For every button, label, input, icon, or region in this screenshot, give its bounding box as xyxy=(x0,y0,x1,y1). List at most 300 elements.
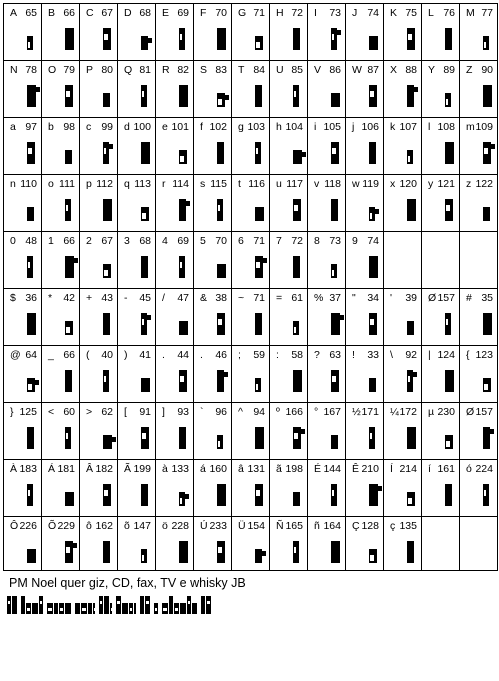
glyph-image xyxy=(322,309,346,339)
glyph-image xyxy=(18,423,42,453)
glyph-cell xyxy=(459,459,498,517)
glyph-image xyxy=(56,480,80,510)
glyph-cell xyxy=(421,3,460,61)
glyph-image xyxy=(56,252,80,282)
glyph-label xyxy=(159,462,190,475)
glyph-label xyxy=(235,348,266,361)
glyph-cell xyxy=(117,174,156,232)
glyph-code: 123 xyxy=(475,349,493,361)
glyph-label xyxy=(83,348,114,361)
glyph-image xyxy=(94,24,118,54)
glyph-cell xyxy=(41,459,80,517)
glyph-image xyxy=(208,537,232,567)
glyph-code: 77 xyxy=(481,7,493,19)
glyph-cell xyxy=(155,345,194,403)
glyph-code: 68 xyxy=(139,235,151,247)
glyph-character: . xyxy=(200,349,203,361)
glyph-image xyxy=(436,195,460,225)
glyph-code: 89 xyxy=(443,64,455,76)
glyph-character: l xyxy=(428,121,431,133)
glyph-code: 114 xyxy=(172,178,189,190)
glyph-code: 109 xyxy=(475,121,493,133)
glyph-image xyxy=(474,423,498,453)
glyph-image xyxy=(322,195,346,225)
glyph-label xyxy=(425,63,456,76)
glyph-code: 111 xyxy=(59,178,75,190)
glyph-label xyxy=(121,462,152,475)
glyph-label xyxy=(273,63,304,76)
glyph-character: ; xyxy=(238,349,241,361)
glyph-cell xyxy=(345,117,384,175)
glyph-character: b xyxy=(48,121,54,133)
glyph-label xyxy=(387,348,418,361)
glyph-image xyxy=(360,480,384,510)
glyph-character: ¼ xyxy=(390,406,399,418)
glyph-character: É xyxy=(314,463,322,475)
glyph-label xyxy=(463,348,494,361)
glyph-image xyxy=(360,81,384,111)
glyph-cell xyxy=(345,459,384,517)
glyph-image xyxy=(132,252,156,282)
glyph-code: 121 xyxy=(437,178,455,190)
glyph-label xyxy=(235,519,266,532)
glyph-image xyxy=(18,195,42,225)
glyph-image xyxy=(94,366,118,396)
glyph-label xyxy=(45,120,76,133)
glyph-cell xyxy=(117,402,156,460)
glyph-code: 62 xyxy=(101,406,113,418)
glyph-code: 166 xyxy=(285,406,303,418)
glyph-code: 81 xyxy=(139,64,151,76)
glyph-character: 1 xyxy=(48,235,54,247)
glyph-cell xyxy=(79,345,118,403)
glyph-cell xyxy=(41,3,80,61)
empty-cell xyxy=(459,231,498,289)
glyph-code: 198 xyxy=(285,463,303,475)
glyph-label xyxy=(311,120,342,133)
glyph-cell xyxy=(421,117,460,175)
glyph-code: 131 xyxy=(247,463,265,475)
glyph-code: 72 xyxy=(291,7,303,19)
glyph-cell xyxy=(269,345,308,403)
glyph-code: 36 xyxy=(25,292,37,304)
glyph-image xyxy=(94,537,118,567)
glyph-image xyxy=(94,138,118,168)
sample-glyph-rendering xyxy=(7,594,267,620)
glyph-label xyxy=(463,291,494,304)
glyph-image xyxy=(246,252,270,282)
glyph-cell xyxy=(269,174,308,232)
glyph-label xyxy=(235,63,266,76)
glyph-cell xyxy=(193,288,232,346)
glyph-cell xyxy=(155,459,194,517)
glyph-cell xyxy=(193,60,232,118)
glyph-label xyxy=(7,177,38,190)
glyph-label xyxy=(83,291,114,304)
glyph-cell xyxy=(307,3,346,61)
glyph-code: 115 xyxy=(210,178,227,190)
glyph-code: 104 xyxy=(285,121,303,133)
glyph-character: Z xyxy=(466,64,473,76)
glyph-cell xyxy=(231,117,270,175)
glyph-code: 92 xyxy=(405,349,417,361)
glyph-image xyxy=(398,81,422,111)
glyph-cell xyxy=(269,402,308,460)
glyph-image xyxy=(322,138,346,168)
glyph-character: k xyxy=(390,121,396,133)
glyph-character: C xyxy=(86,7,94,19)
glyph-code: 85 xyxy=(291,64,303,76)
glyph-image xyxy=(18,138,42,168)
glyph-cell xyxy=(231,459,270,517)
glyph-cell xyxy=(117,60,156,118)
glyph-image xyxy=(284,138,308,168)
glyph-cell xyxy=(345,174,384,232)
glyph-character: - xyxy=(124,292,128,304)
glyph-character: < xyxy=(48,406,55,418)
glyph-label xyxy=(425,6,456,19)
glyph-image xyxy=(170,366,194,396)
glyph-cell xyxy=(155,117,194,175)
glyph-character: S xyxy=(200,64,208,76)
glyph-label xyxy=(121,348,152,361)
glyph-code: 82 xyxy=(177,64,189,76)
glyph-code: 70 xyxy=(215,7,227,19)
glyph-character: ° xyxy=(314,406,319,418)
glyph-image xyxy=(132,24,156,54)
glyph-label xyxy=(197,120,228,133)
glyph-code: 97 xyxy=(25,121,37,133)
glyph-character: P xyxy=(86,64,94,76)
glyph-label xyxy=(235,291,266,304)
glyph-image xyxy=(436,24,460,54)
glyph-label xyxy=(273,462,304,475)
glyph-image xyxy=(246,309,270,339)
glyph-cell xyxy=(117,459,156,517)
glyph-cell xyxy=(383,288,422,346)
glyph-image xyxy=(18,480,42,510)
glyph-cell xyxy=(383,516,422,571)
glyph-cell xyxy=(383,60,422,118)
glyph-character: N xyxy=(10,64,18,76)
glyph-code: 45 xyxy=(139,292,151,304)
glyph-image xyxy=(284,366,308,396)
glyph-cell xyxy=(41,231,80,289)
glyph-character: ] xyxy=(162,406,165,418)
glyph-label xyxy=(425,291,456,304)
glyph-label xyxy=(311,462,342,475)
glyph-character: Q xyxy=(124,64,133,76)
glyph-character: í xyxy=(428,463,431,475)
glyph-image xyxy=(246,537,270,567)
glyph-cell xyxy=(269,60,308,118)
glyph-character: Ø xyxy=(428,292,437,304)
glyph-character: f xyxy=(200,121,203,133)
glyph-image xyxy=(360,537,384,567)
glyph-character: 2 xyxy=(86,235,92,247)
glyph-character: $ xyxy=(10,292,16,304)
glyph-code: 48 xyxy=(25,235,37,247)
glyph-character: x xyxy=(390,178,396,190)
glyph-character: o xyxy=(48,178,54,190)
glyph-character: [ xyxy=(124,406,127,418)
glyph-character: j xyxy=(352,121,355,133)
glyph-cell xyxy=(117,516,156,571)
glyph-cell xyxy=(193,3,232,61)
glyph-code: 118 xyxy=(324,178,341,190)
glyph-code: 105 xyxy=(323,121,341,133)
glyph-cell xyxy=(269,117,308,175)
glyph-cell xyxy=(345,516,384,571)
glyph-cell xyxy=(307,60,346,118)
glyph-label xyxy=(349,291,380,304)
glyph-character: q xyxy=(124,178,130,190)
glyph-code: 165 xyxy=(285,520,303,532)
glyph-cell xyxy=(41,288,80,346)
glyph-cell xyxy=(3,231,42,289)
glyph-code: 91 xyxy=(139,406,151,418)
glyph-image xyxy=(170,423,194,453)
glyph-code: 101 xyxy=(171,121,189,133)
glyph-code: 133 xyxy=(171,463,189,475)
glyph-character: Õ xyxy=(48,520,57,532)
glyph-code: 116 xyxy=(248,178,265,190)
glyph-label xyxy=(235,462,266,475)
glyph-cell xyxy=(421,345,460,403)
glyph-label xyxy=(425,120,456,133)
glyph-cell xyxy=(155,3,194,61)
glyph-label xyxy=(197,519,228,532)
glyph-label xyxy=(387,6,418,19)
glyph-code: 63 xyxy=(329,349,341,361)
glyph-cell xyxy=(231,231,270,289)
glyph-cell xyxy=(345,288,384,346)
glyph-cell xyxy=(41,402,80,460)
glyph-character: ) xyxy=(124,349,128,361)
glyph-cell xyxy=(383,174,422,232)
glyph-character: m xyxy=(466,121,475,133)
glyph-label xyxy=(83,519,114,532)
glyph-image xyxy=(360,252,384,282)
glyph-label xyxy=(387,462,418,475)
glyph-image xyxy=(398,24,422,54)
glyph-image xyxy=(322,480,346,510)
glyph-label xyxy=(159,6,190,19)
glyph-cell xyxy=(3,288,42,346)
glyph-code: 122 xyxy=(475,178,493,190)
glyph-label xyxy=(387,519,418,532)
glyph-label xyxy=(7,120,38,133)
glyph-code: 68 xyxy=(139,7,151,19)
glyph-image xyxy=(208,309,232,339)
glyph-character: Y xyxy=(428,64,436,76)
glyph-code: 210 xyxy=(361,463,379,475)
empty-cell xyxy=(459,516,498,571)
glyph-code: 66 xyxy=(63,235,75,247)
glyph-character: e xyxy=(162,121,168,133)
glyph-character: g xyxy=(238,121,244,133)
glyph-image xyxy=(18,252,42,282)
glyph-image xyxy=(132,480,156,510)
glyph-code: 70 xyxy=(215,235,227,247)
glyph-character: J xyxy=(352,7,358,19)
glyph-image xyxy=(474,24,498,54)
glyph-cell xyxy=(421,60,460,118)
glyph-image xyxy=(322,81,346,111)
glyph-grid xyxy=(3,3,497,570)
glyph-code: 67 xyxy=(101,7,113,19)
glyph-image xyxy=(94,195,118,225)
glyph-character: U xyxy=(276,64,284,76)
glyph-code: 65 xyxy=(25,7,37,19)
glyph-label xyxy=(45,6,76,19)
glyph-code: 86 xyxy=(329,64,341,76)
glyph-cell xyxy=(269,3,308,61)
glyph-image xyxy=(208,195,232,225)
glyph-cell xyxy=(383,459,422,517)
glyph-character: % xyxy=(314,292,324,304)
glyph-label xyxy=(197,291,228,304)
glyph-character: 0 xyxy=(10,235,16,247)
glyph-code: 108 xyxy=(437,121,455,133)
glyph-code: 87 xyxy=(367,64,379,76)
glyph-character: s xyxy=(200,178,206,190)
glyph-label xyxy=(273,177,304,190)
glyph-cell xyxy=(345,402,384,460)
glyph-image xyxy=(246,195,270,225)
glyph-character: 9 xyxy=(352,235,358,247)
glyph-label xyxy=(349,177,380,190)
glyph-label xyxy=(159,63,190,76)
glyph-image xyxy=(170,81,194,111)
glyph-code: 42 xyxy=(63,292,75,304)
glyph-cell xyxy=(79,117,118,175)
glyph-cell xyxy=(41,345,80,403)
glyph-cell xyxy=(231,60,270,118)
glyph-cell xyxy=(307,345,346,403)
glyph-image xyxy=(208,366,232,396)
glyph-cell xyxy=(117,3,156,61)
glyph-character: µ xyxy=(428,406,435,418)
glyph-code: 66 xyxy=(63,7,75,19)
glyph-code: 74 xyxy=(367,235,379,247)
glyph-cell xyxy=(383,117,422,175)
glyph-character: ô xyxy=(86,520,92,532)
glyph-cell xyxy=(383,345,422,403)
glyph-character: 3 xyxy=(124,235,130,247)
glyph-label xyxy=(311,519,342,532)
glyph-character: } xyxy=(10,406,14,418)
glyph-character: ' xyxy=(390,292,393,304)
glyph-code: 160 xyxy=(209,463,227,475)
glyph-cell xyxy=(421,402,460,460)
glyph-label xyxy=(311,291,342,304)
glyph-code: 39 xyxy=(405,292,417,304)
glyph-image xyxy=(56,423,80,453)
glyph-character: c xyxy=(86,121,92,133)
glyph-label xyxy=(463,177,494,190)
glyph-character: w xyxy=(352,178,360,190)
glyph-label xyxy=(7,519,38,532)
glyph-label xyxy=(45,63,76,76)
glyph-character: > xyxy=(86,406,93,418)
glyph-character: à xyxy=(162,463,168,475)
glyph-cell xyxy=(231,516,270,571)
glyph-character: Ü xyxy=(238,520,246,532)
glyph-character: M xyxy=(466,7,475,19)
glyph-character: . xyxy=(162,349,165,361)
glyph-cell xyxy=(421,459,460,517)
glyph-image xyxy=(132,195,156,225)
glyph-image xyxy=(360,138,384,168)
glyph-cell xyxy=(41,516,80,571)
glyph-image xyxy=(170,195,194,225)
glyph-code: 119 xyxy=(362,178,379,190)
glyph-character: X xyxy=(390,64,398,76)
glyph-code: 67 xyxy=(101,235,113,247)
glyph-code: 71 xyxy=(253,292,265,304)
glyph-label xyxy=(83,405,114,418)
glyph-character: À xyxy=(10,463,18,475)
glyph-character: A xyxy=(10,7,18,19)
glyph-label xyxy=(387,63,418,76)
glyph-label xyxy=(273,120,304,133)
glyph-image xyxy=(284,480,308,510)
glyph-label xyxy=(7,63,38,76)
glyph-code: 102 xyxy=(209,121,227,133)
glyph-image xyxy=(18,24,42,54)
glyph-label xyxy=(121,63,152,76)
glyph-character: 6 xyxy=(238,235,244,247)
glyph-image xyxy=(246,138,270,168)
glyph-cell xyxy=(269,459,308,517)
glyph-character: ó xyxy=(466,463,472,475)
glyph-image xyxy=(360,24,384,54)
glyph-label xyxy=(463,462,494,475)
glyph-code: 71 xyxy=(253,235,265,247)
glyph-character: 5 xyxy=(200,235,206,247)
glyph-code: 147 xyxy=(133,520,151,532)
glyph-character: O xyxy=(48,64,57,76)
glyph-label xyxy=(311,348,342,361)
glyph-cell xyxy=(155,288,194,346)
glyph-image xyxy=(170,309,194,339)
glyph-code: 90 xyxy=(481,64,493,76)
glyph-cell xyxy=(383,402,422,460)
glyph-cell xyxy=(41,174,80,232)
glyph-code: 226 xyxy=(19,520,37,532)
glyph-image xyxy=(322,423,346,453)
glyph-image xyxy=(436,480,460,510)
glyph-character: F xyxy=(200,7,207,19)
glyph-image xyxy=(398,423,422,453)
glyph-image xyxy=(170,24,194,54)
glyph-code: 93 xyxy=(177,406,189,418)
glyph-label xyxy=(121,405,152,418)
glyph-cell xyxy=(269,516,308,571)
glyph-character: Ê xyxy=(352,463,360,475)
glyph-image xyxy=(436,366,460,396)
glyph-cell xyxy=(231,3,270,61)
glyph-image xyxy=(208,81,232,111)
glyph-label xyxy=(235,6,266,19)
glyph-cell xyxy=(79,288,118,346)
glyph-code: 73 xyxy=(329,235,341,247)
glyph-character: I xyxy=(314,7,317,19)
glyph-code: 46 xyxy=(215,349,227,361)
glyph-character: á xyxy=(200,463,206,475)
glyph-image xyxy=(474,81,498,111)
